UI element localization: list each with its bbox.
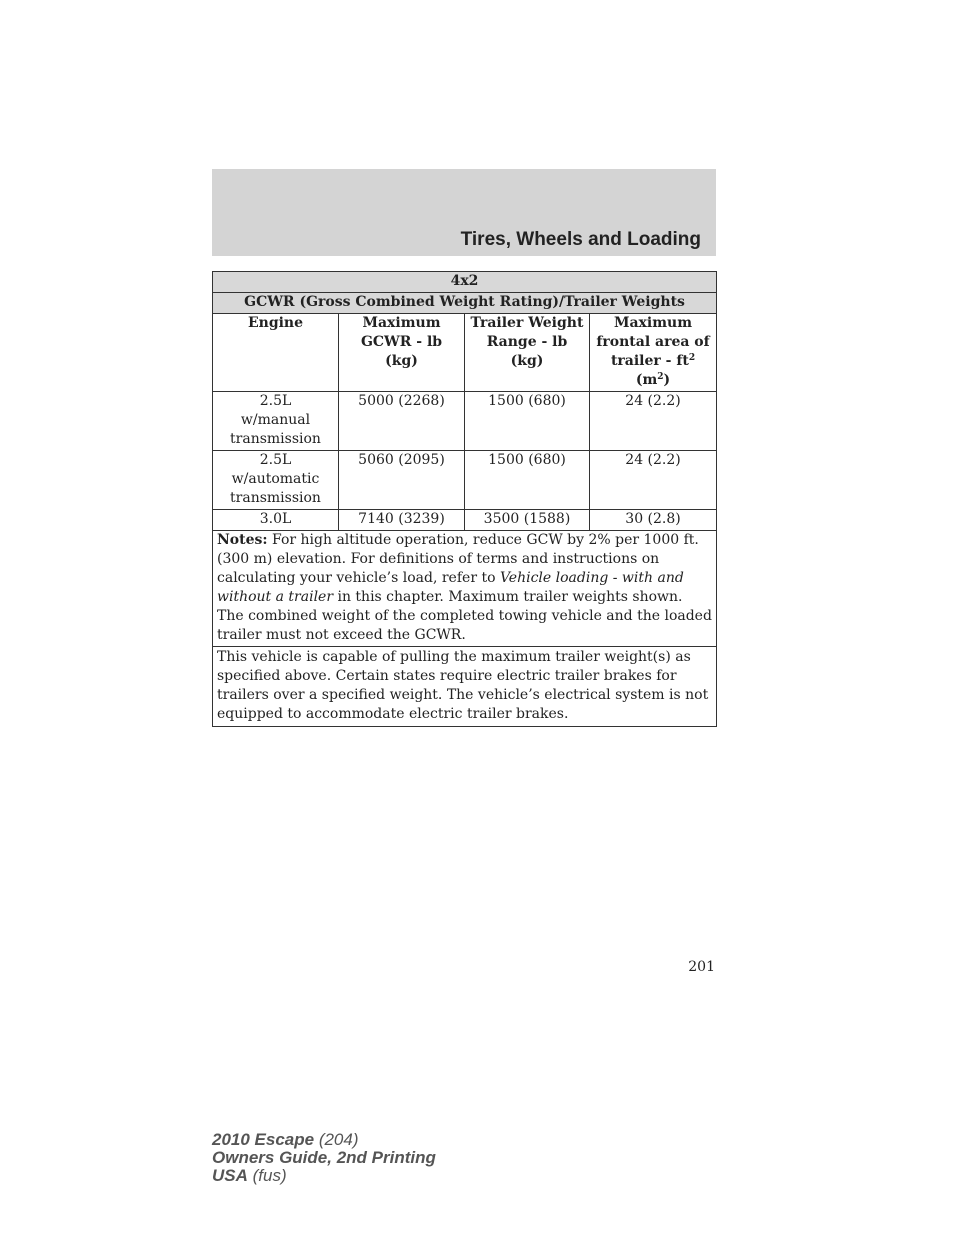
- section-title: Tires, Wheels and Loading: [460, 229, 701, 250]
- column-header-gcwr: Maximum GCWR - lb (kg): [339, 314, 465, 392]
- notes-text-continued: in this chapter. Maximum trailer weights shown. The combined weight of the completed towing vehicle and the loaded trailer must not exceed the GCWR.: [217, 589, 712, 643]
- notes-label: Notes:: [217, 532, 268, 548]
- table-title-row: [213, 272, 717, 293]
- frontal-area-unit: (m: [635, 372, 658, 388]
- footer-line: [212, 1131, 436, 1149]
- footer-print-info: [212, 1131, 436, 1185]
- table-row: [213, 451, 717, 510]
- capability-row: [213, 647, 717, 727]
- footer-line: [212, 1149, 436, 1167]
- capability-note: This vehicle is capable of pulling the maximum trailer weight(s) as specified above. Certain states require electric trailer brakes for trailers over a specified weight. The vehicle’s electrical system is not equipped to accommodate electric trailer brakes.: [213, 647, 717, 727]
- table-title: 4x2: [213, 272, 717, 293]
- table-row: [213, 510, 717, 531]
- superscript: 2: [657, 372, 664, 382]
- footer-market: USA: [212, 1166, 248, 1185]
- frontal-area-unit-close: ): [663, 372, 671, 388]
- superscript: 2: [688, 353, 696, 363]
- footer-market-code: (fus): [247, 1166, 287, 1185]
- trailer-weight-cell: 1500 (680): [465, 451, 590, 510]
- footer-model: 2010 Escape: [212, 1130, 315, 1149]
- page-number: 201: [688, 959, 715, 975]
- column-header-frontal-area: [590, 314, 717, 392]
- notes-cell: [213, 531, 717, 647]
- frontal-area-label: Maximum frontal area of trailer - ft: [596, 315, 710, 369]
- section-header-band: [212, 169, 716, 256]
- footer-model-code: (204): [314, 1130, 359, 1149]
- gcwr-cell: 5060 (2095): [339, 451, 465, 510]
- engine-cell: 2.5L w/automatic transmission: [213, 451, 339, 510]
- engine-cell: 3.0L: [213, 510, 339, 531]
- table-subtitle-row: [213, 293, 717, 314]
- notes-row: [213, 531, 717, 647]
- table-header-row: [213, 314, 717, 392]
- frontal-area-cell: 24 (2.2): [590, 451, 717, 510]
- footer-line: [212, 1167, 436, 1185]
- trailer-weight-cell: 1500 (680): [465, 392, 590, 451]
- frontal-area-cell: 24 (2.2): [590, 392, 717, 451]
- column-header-trailer-weight: Trailer Weight Range - lb (kg): [465, 314, 590, 392]
- table-row: [213, 392, 717, 451]
- gcwr-trailer-weights-table: [212, 271, 717, 727]
- gcwr-cell: 5000 (2268): [339, 392, 465, 451]
- notes-reference: Vehicle loading - with and without a trailer: [217, 570, 684, 605]
- notes-text: For high altitude operation, reduce GCW by 2% per 1000 ft. (300 m) elevation. For definitions of terms and instructions on calculating your vehicle’s load, refer to: [217, 532, 699, 586]
- engine-cell: 2.5L w/manual transmission: [213, 392, 339, 451]
- footer-guide-edition: Owners Guide, 2nd Printing: [212, 1148, 436, 1167]
- column-header-engine: Engine: [213, 314, 339, 392]
- frontal-area-cell: 30 (2.8): [590, 510, 717, 531]
- gcwr-cell: 7140 (3239): [339, 510, 465, 531]
- trailer-weight-cell: 3500 (1588): [465, 510, 590, 531]
- table-subtitle: GCWR (Gross Combined Weight Rating)/Trailer Weights: [213, 293, 717, 314]
